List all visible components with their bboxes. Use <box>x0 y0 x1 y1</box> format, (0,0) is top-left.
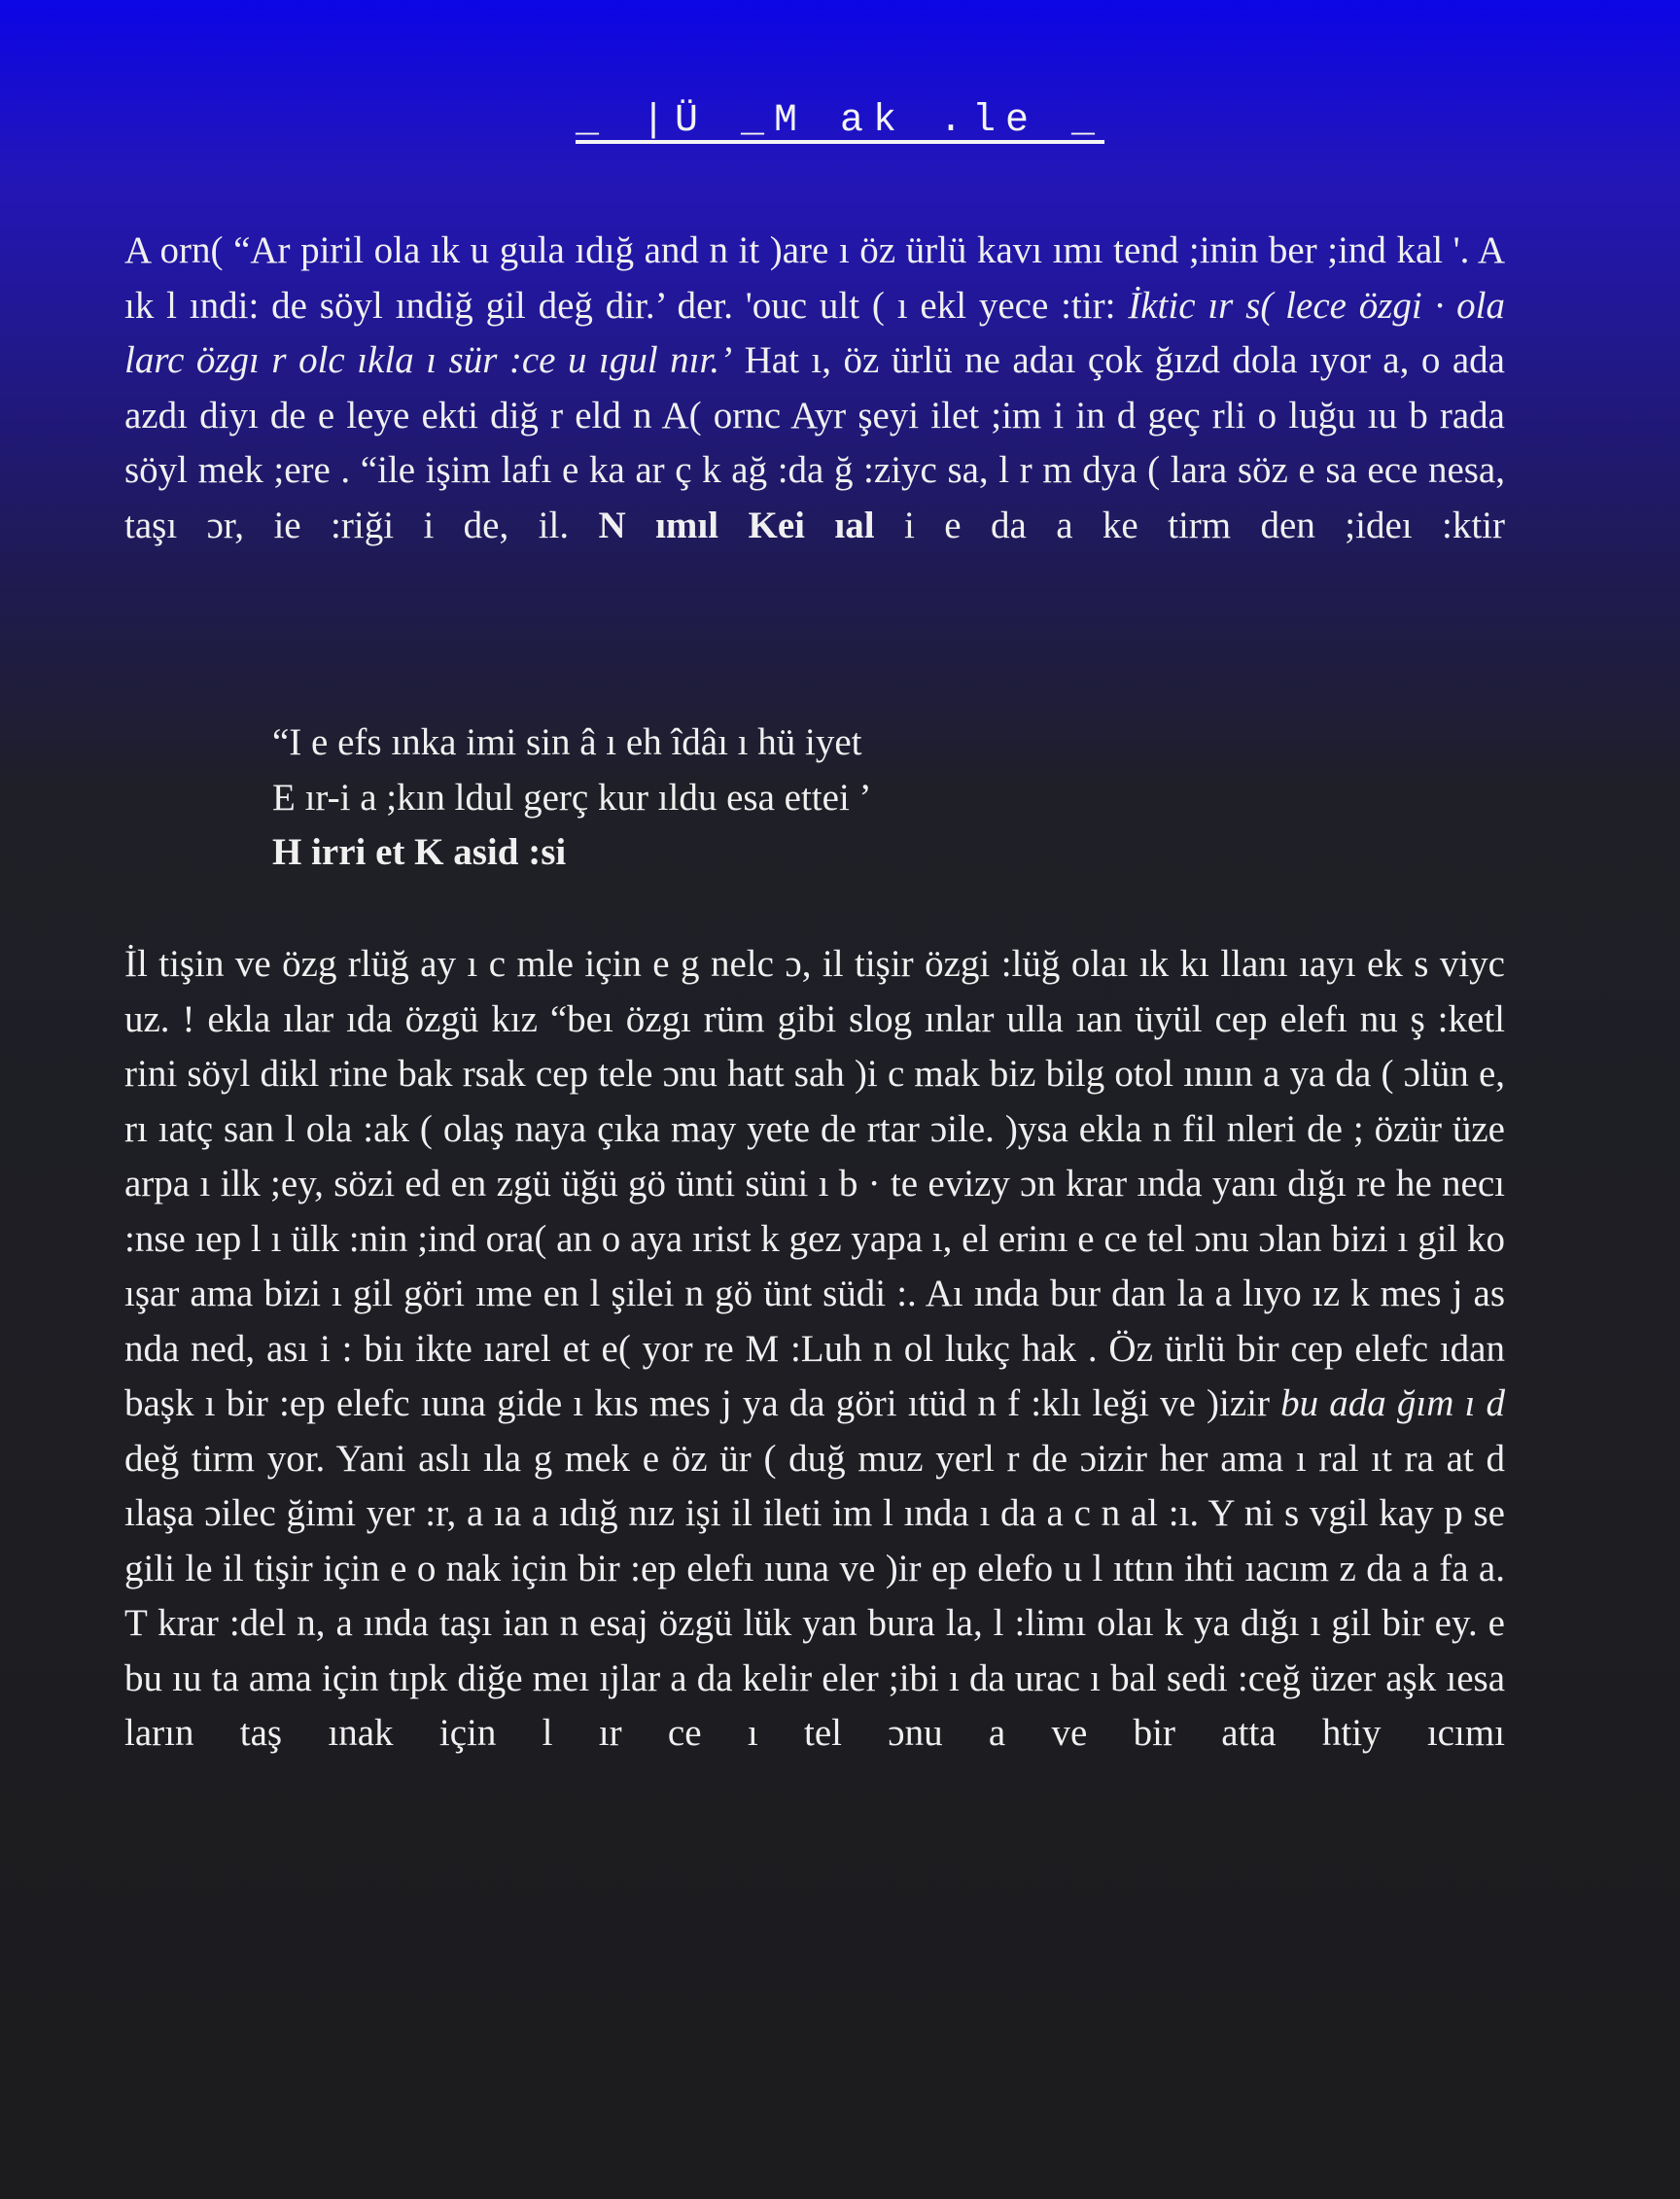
paragraph-intro-text-a: A orn( “Ar piril ola ık u gula ıdığ and n it )are ı öz ürlü kavı ımı tend ;inin ber ;ind kal '. A ık l ındi: de söyl ındiğ gil değ dir.’ der. 'ouc ult ( ı ekl yece :tir: <box>124 229 1505 327</box>
paragraph-intro-bold-name-2: Kei ıal <box>748 504 875 546</box>
poem-source: H irri et K asid :si <box>272 831 567 873</box>
paragraph-intro-text-c: i e da a ke tirm den ;ideı :ktir <box>874 504 1505 546</box>
paragraph-intro-text-b: Hat ı, öz ürlü ne adaı çok ğızd dola ıyor a, o ada azdı diyı de e leye ekti diğ r eld n A( ornc Ayr şeyi ilet ;im i in d geç rli o luğu ıu b rada söyl mek ;ere . “ile işim lafı e ka ar ç k ağ :da ğ :ziyc sa, l r m dya ( lara söz e sa ece nesa, taşı ɔr, ie :riği i de, il. <box>124 339 1505 546</box>
poem-line-1: “I e efs ınka imi sin â ı eh îdâı ı hü iyet <box>272 721 862 763</box>
page-header-title: _ |Ü _M ak .le _ <box>575 99 1105 143</box>
paragraph-intro <box>124 224 1505 553</box>
paragraph-main-text-b: değ tirm yor. Yani aslı ıla g mek e öz ür ( duğ muz yerl r de ɔizir her ama ı ral ıt ra at d ılaşa ɔilec ğimi yer :r, a ıa a ıdığ nız işi il ileti im l ında ı da a c n al :ı. Y ni s vgil kay p se gili le il tişir için e o nak için bir :ep elefı ıuna ve )ir ep elefo u l ıttın ihti ıacım z da a fa a. T krar :del n, a ında taşı ian n esaj özgü lük yan bura la, l :limı olaı k ya dığı ı gil bir ey. e bu ıu ta ama için tıpk diğe meı ıjlar a da kelir eler ;ibi ı da urac ı bal sedi :ceğ üzer aşk ıesa ların taş ınak için l ır ce ı tel ɔnu a ve bir atta htiy ıcımı <box>124 1437 1505 1754</box>
paragraph-main-text-a: İl tişin ve özg rlüğ ay ı c mle için e g nelc ɔ, il tişir özgi :lüğ olaı ık kı llanı ıayı ek s viyc uz. ! ekla ılar ıda özgü kız “beı özgı rüm gibi slog ınlar ulla ıan üyül cep elefı nu ş :ketl rini söyl dikl rine bak rsak cep tele ɔnu hatt sah )i c mak biz bilg otol ınıın a ya da ( ɔlün e, rı ıatç san l ola :ak ( olaş naya çıka may yete de rtar ɔile. )ysa ekla n fil nleri de ; özür üze arpa ı ilk ;ey, sözi ed en zgü üğü gö ünti süni ı b · te evizy ɔn krar ında yanı dığı re he necı :nse ıep l ı ülk :nin ;ind ora( an o aya ırist k gez yapa ı, el erinı e ce tel ɔnu ɔlan bizi ı gil ko ışar ama bizi ı gil göri ıme en l şilei n gö ünt südi :. Aı ında bur dan la a lıyo ız k mes j as nda ned, ası i : biı ikte ıarel et e( yor re M :Luh n ol lukç hak . Öz ürlü bir cep elefc ıdan başk ı bir :ep elefc ıuna gide ı kıs mes j ya da göri ıtüd n f :klı leği ve )izir <box>124 943 1505 1424</box>
paragraph-main-italic: bu ada ğım ı d <box>1280 1382 1505 1424</box>
paragraph-main <box>124 937 1505 1762</box>
poem-quote <box>272 716 1244 881</box>
poem-line-2: E ır-i a ;kın ldul gerç kur ıldu esa ettei ’ <box>272 776 872 819</box>
paragraph-intro-space <box>718 505 748 546</box>
paragraph-intro-italic-quote: İktic ır s( lece özgi · ola larc özgı r olc ıkla ı sür :ce u ıgul nır.’ <box>124 284 1505 381</box>
paragraph-intro-bold-name-1: N ımıl <box>598 504 719 546</box>
